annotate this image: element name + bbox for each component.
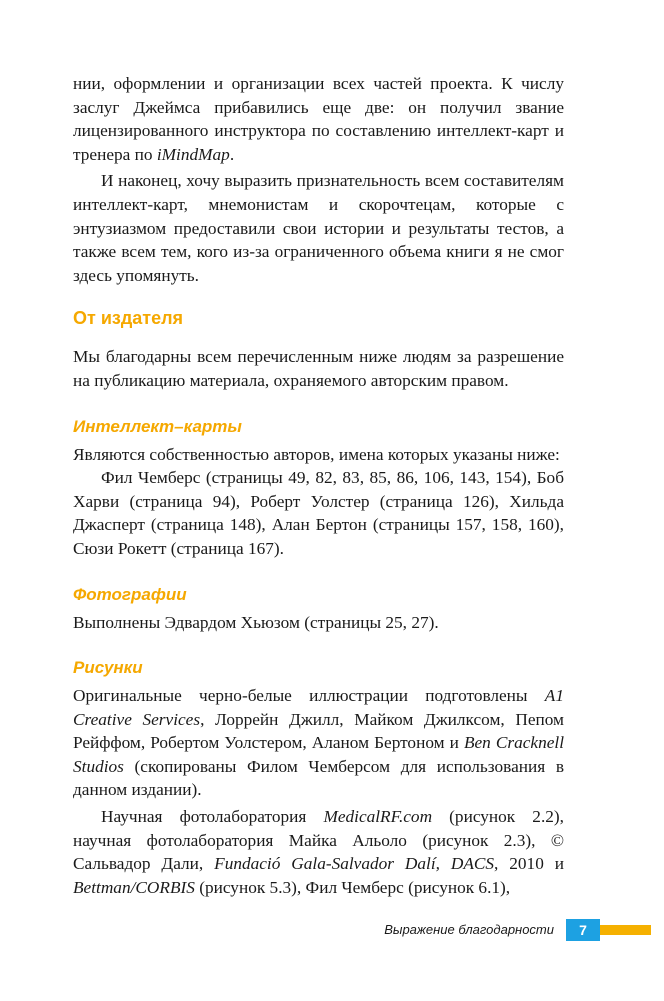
drawings-s1: Научная фотолаборатория — [101, 807, 324, 827]
footer-accent-bar — [600, 925, 651, 935]
drawings-t2-italic: Ben Cracknell Studios — [73, 733, 565, 776]
paragraph-1-end: . — [229, 144, 235, 164]
drawings-s4: (рисунок 5.3), Фил Чемберс (рисунок 6.1), — [194, 877, 511, 897]
footer-section-label: Выражение благодарности — [384, 922, 554, 937]
drawings-t1-italic: A1 Creative Services — [73, 686, 564, 729]
paragraph-1 — [73, 72, 564, 166]
drawings-s1-italic: MedicalRF.com — [323, 807, 433, 827]
page-content — [73, 72, 564, 899]
photos-text: Выполнены Эдвардом Хьюзом (страницы 25, 27). — [73, 612, 439, 632]
photos-heading: Фотографии — [73, 584, 187, 604]
mindmaps-list: Фил Чемберс (страницы 49, 82, 83, 85, 86, 106, 143, 154), Боб Харви (страница 94), Роберт Уолстер (страница 126), Хильда Джасперт (страница 148), Алан Бертон (страницы 157, 158, 160), Сюзи Рокетт (страница 167). — [73, 468, 564, 558]
drawings-t3: (скопированы Филом Чемберсом для использования в данном издании). — [73, 756, 564, 800]
paragraph-1-text: нии, оформлении и организации всех частей проекта. К числу заслуг Джеймса прибавились еще две: он получил звание лицензированного инструктора по составлению интеллект-карт и тренера по — [73, 74, 564, 164]
drawings-s2-italic: Fundació Gala-Salvador Dalí, DACS — [214, 854, 495, 874]
publisher-text: Мы благодарны всем перечисленным ниже людям за разрешение на публикацию материала, охраняемого авторским правом. — [73, 347, 564, 390]
paragraph-1-italic: iMindMap — [156, 144, 230, 164]
mindmaps-intro: Являются собственностью авторов, имена которых указаны ниже: — [73, 444, 560, 464]
drawings-s2: (рисунок 2.2), научная фотолаборатория Майка Альоло (рисунок 2.3), © Сальвадор Дали, — [73, 807, 564, 874]
drawings-s3-italic: Bettman/CORBIS — [73, 877, 195, 897]
mindmaps-heading: Интеллект–карты — [73, 416, 242, 436]
drawings-text-2 — [73, 805, 564, 899]
drawings-s3: , 2010 и — [494, 854, 564, 874]
paragraph-2: И наконец, хочу выразить признательность всем составителям интеллект-карт, мнемонистам и скорочтецам, которые с энтузиазмом предоставили свои истории и результаты тестов, а также всем тем, кого из-за ограниченного объема книги я не смог здесь упомянуть. — [73, 171, 564, 285]
drawings-text-1 — [73, 684, 564, 802]
page-footer — [0, 919, 664, 943]
publisher-heading: От издателя — [73, 308, 184, 329]
page-number: 7 — [566, 919, 600, 941]
drawings-t1: Оригинальные черно-белые иллюстрации подготовлены — [73, 686, 545, 706]
drawings-t2: , Лоррейн Джилл, Майком Джилксом, Пепом Рейффом, Робертом Уолстером, Аланом Бертоном и — [73, 709, 564, 753]
drawings-heading: Рисунки — [73, 658, 143, 678]
